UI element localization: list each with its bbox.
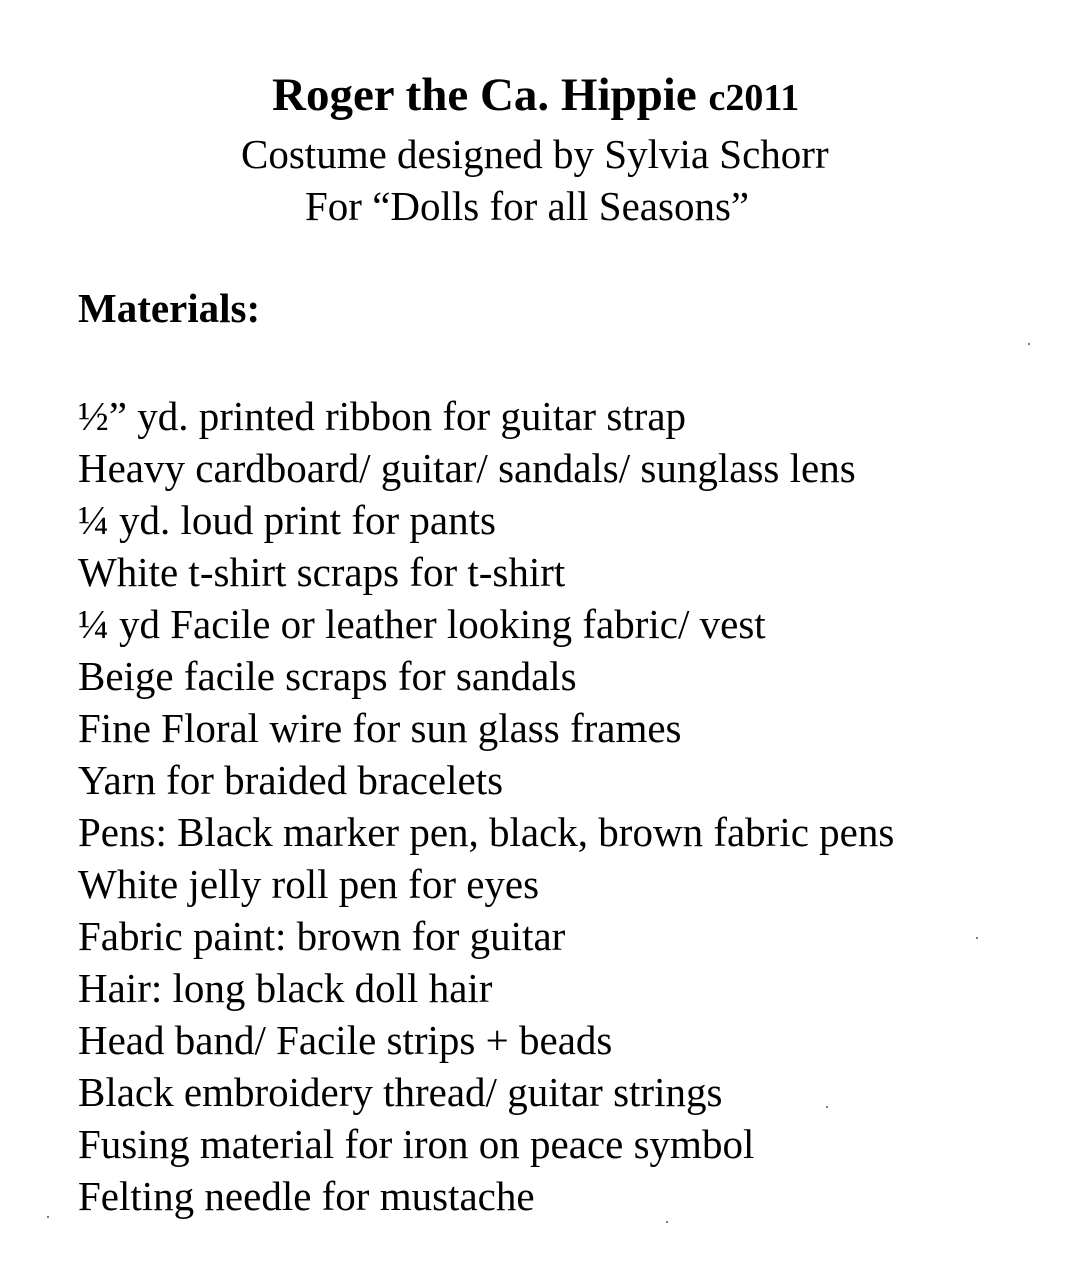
scan-speck	[976, 937, 978, 939]
scan-speck	[666, 1221, 668, 1223]
materials-heading: Materials:	[78, 285, 261, 331]
list-item: Hair: long black doll hair	[78, 965, 493, 1011]
list-item: Felting needle for mustache	[78, 1173, 535, 1219]
scan-speck	[1028, 343, 1030, 345]
title-text: Roger the Ca. Hippie	[272, 69, 697, 121]
list-item: Heavy cardboard/ guitar/ sandals/ sunglass lens	[78, 445, 856, 491]
list-item: ½” yd. printed ribbon for guitar strap	[78, 393, 687, 439]
list-item: White jelly roll pen for eyes	[78, 861, 540, 907]
list-item: Head band/ Facile strips + beads	[78, 1017, 613, 1063]
scan-speck	[826, 1106, 828, 1108]
list-item: White t-shirt scraps for t-shirt	[78, 549, 566, 595]
list-item: Fine Floral wire for sun glass frames	[78, 705, 682, 751]
publication-credit: For “Dolls for all Seasons”	[305, 183, 750, 229]
list-item: Fusing material for iron on peace symbol	[78, 1121, 755, 1167]
list-item: Fabric paint: brown for guitar	[78, 913, 566, 959]
title-year: c2011	[708, 77, 800, 119]
designer-credit: Costume designed by Sylvia Schorr	[241, 131, 829, 177]
document-title	[272, 70, 799, 122]
list-item: ¼ yd Facile or leather looking fabric/ vest	[78, 601, 766, 647]
list-item: Yarn for braided bracelets	[78, 757, 504, 803]
list-item: Black embroidery thread/ guitar strings	[78, 1069, 723, 1115]
list-item: Beige facile scraps for sandals	[78, 653, 577, 699]
list-item: ¼ yd. loud print for pants	[78, 497, 496, 543]
list-item: Pens: Black marker pen, black, brown fabric pens	[78, 809, 895, 855]
scan-speck	[47, 1216, 49, 1218]
materials-list	[78, 390, 894, 1222]
